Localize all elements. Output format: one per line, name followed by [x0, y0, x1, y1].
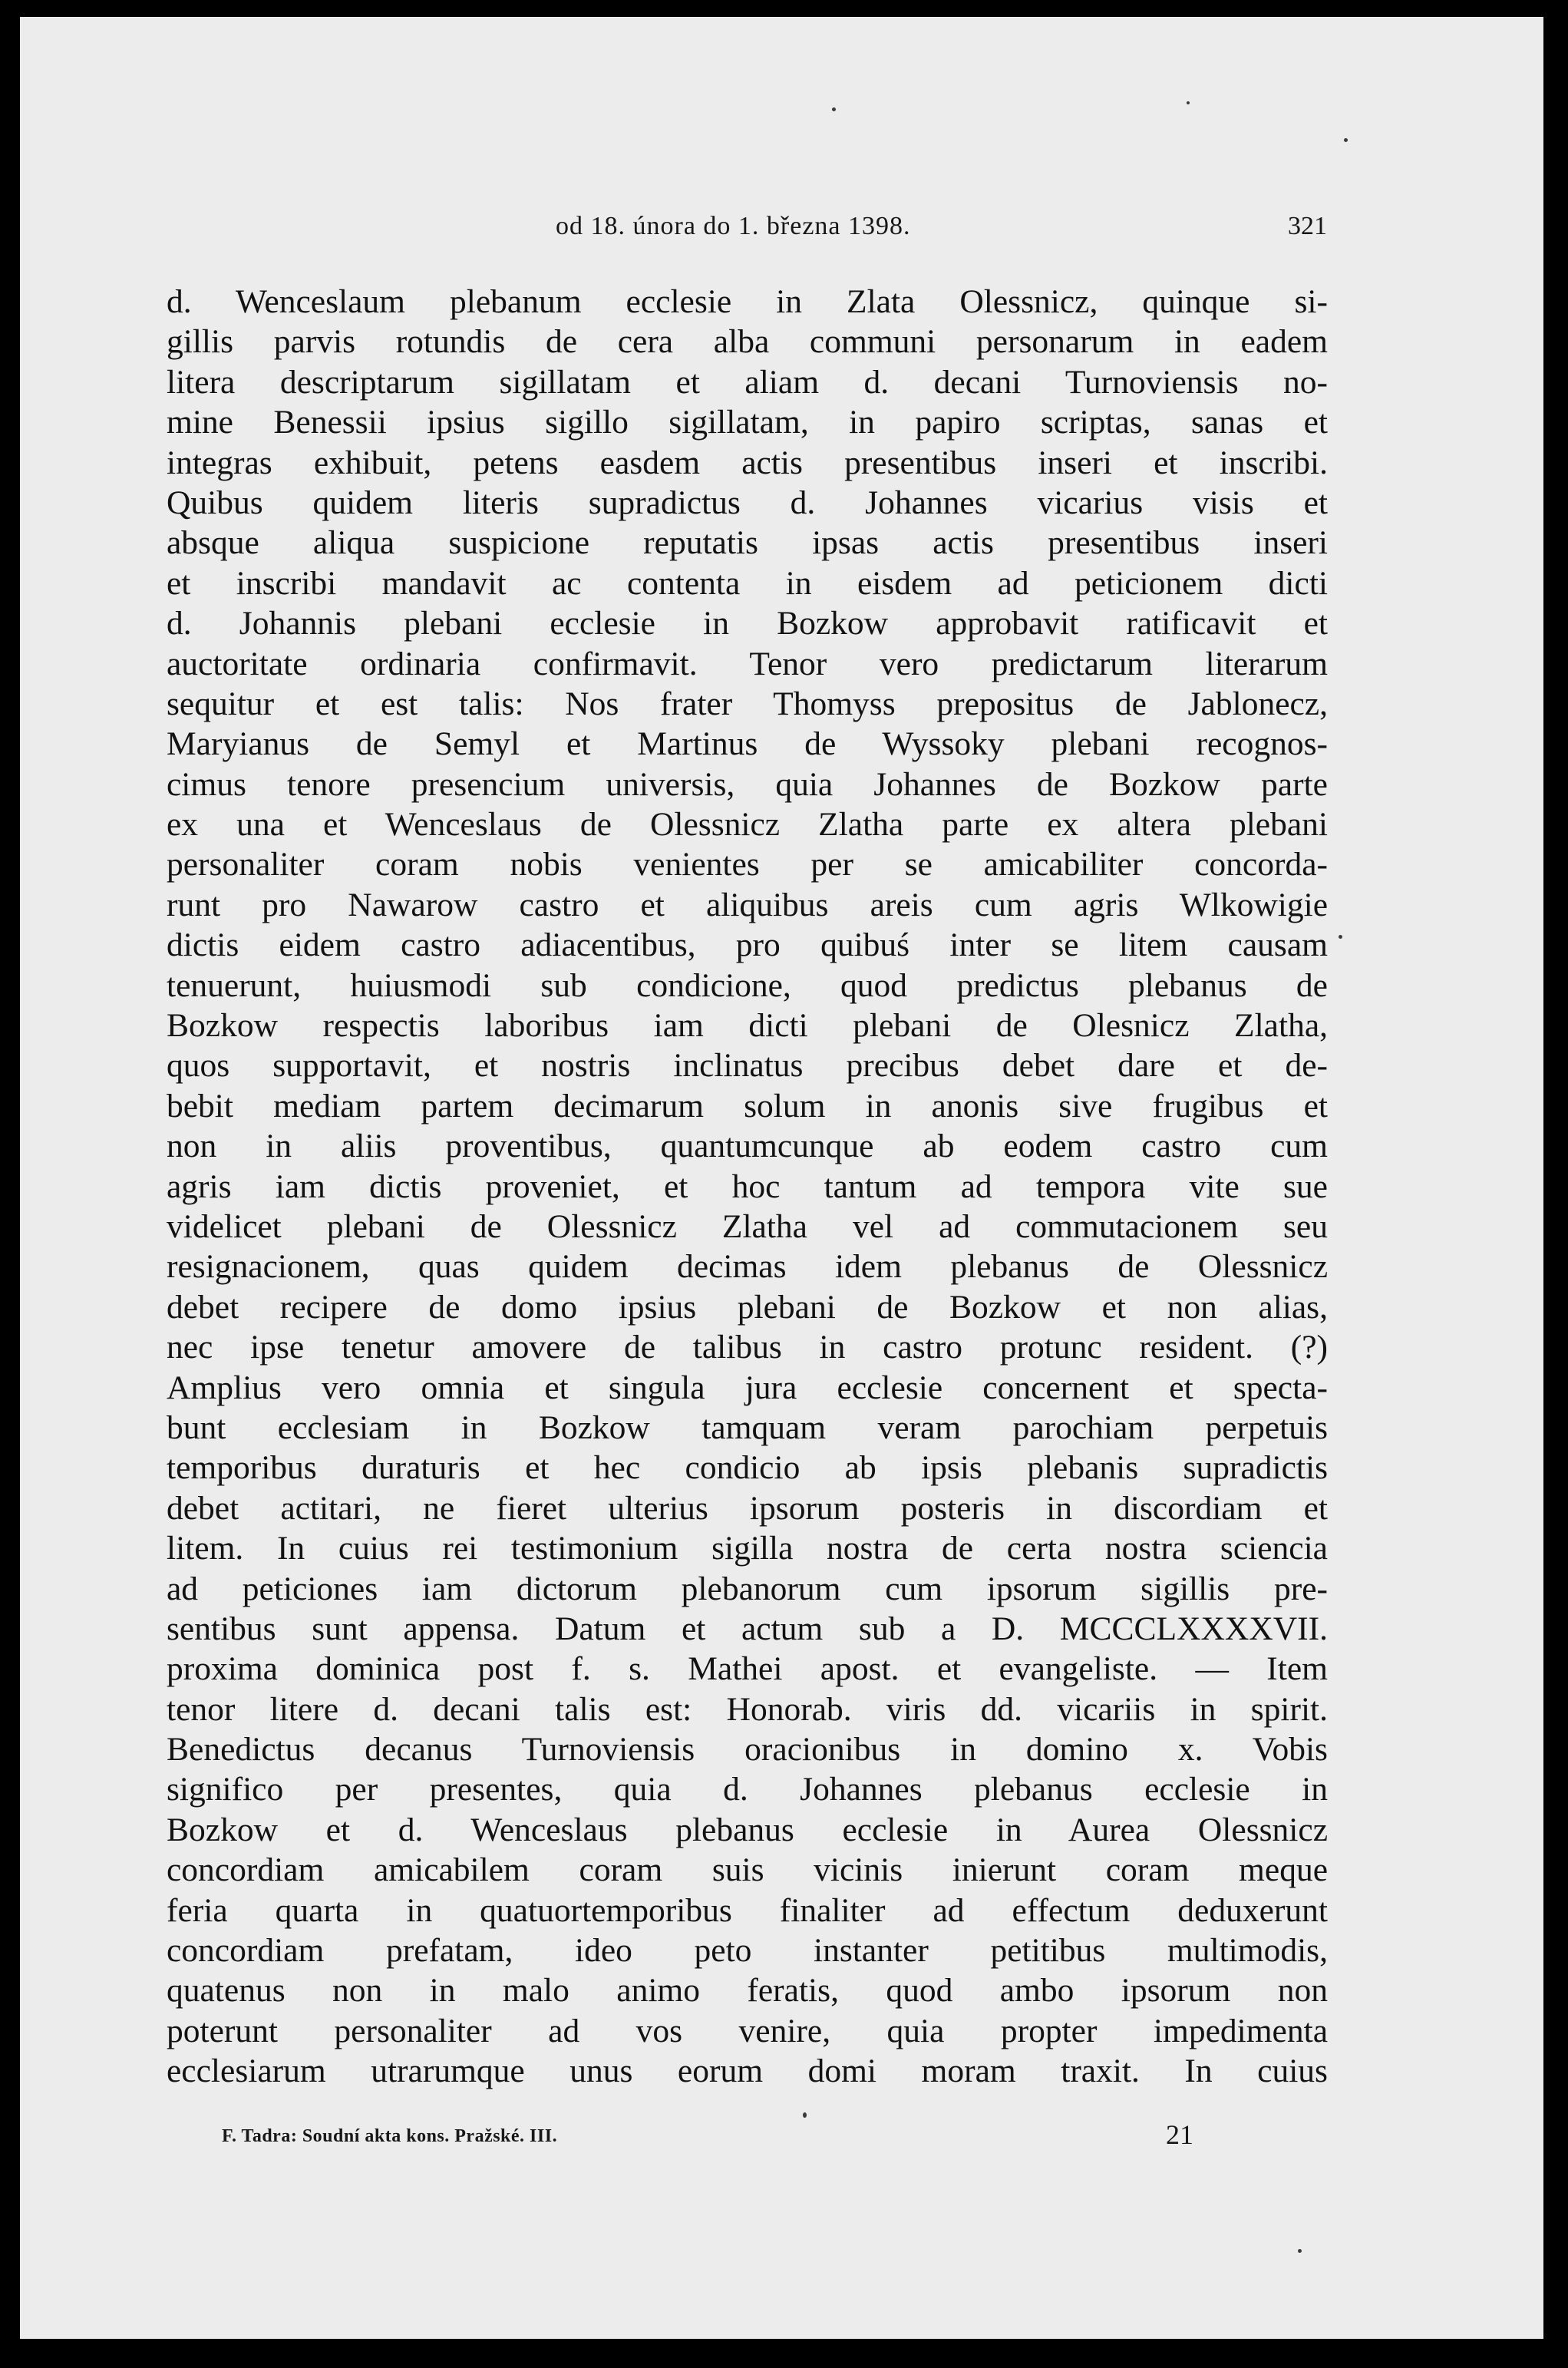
text-line: resignacionem, quas quidem decimas idem plebanus de Olessnicz: [167, 1248, 1328, 1286]
text-line: bunt ecclesiam in Bozkow tamquam veram parochiam perpetuis: [167, 1409, 1328, 1446]
text-line: concordiam prefatam, ideo peto instanter petitibus multimodis,: [167, 1932, 1328, 1970]
text-line: mine Benessii ipsius sigillo sigillatam, in papiro scriptas, sanas et: [167, 404, 1328, 441]
scan-speck: [1344, 138, 1348, 142]
text-line: et inscribi mandavit ac contenta in eisdem ad peticionem dicti: [167, 564, 1328, 602]
text-line: Maryianus de Semyl et Martinus de Wyssoky plebani recognos-: [167, 725, 1328, 763]
text-line: litem. In cuius rei testimonium sigilla nostra de certa nostra sciencia: [167, 1530, 1328, 1567]
text-line: temporibus duraturis et hec condicio ab ipsis plebanis supradictis: [167, 1449, 1328, 1487]
text-line: videlicet plebani de Olessnicz Zlatha vel ad commutacionem seu: [167, 1207, 1328, 1245]
footer-citation: F. Tadra: Soudní akta kons. Pražské. III.: [222, 2126, 558, 2146]
page-footer: [222, 2119, 1327, 2157]
text-line: d. Johannis plebani ecclesie in Bozkow approbavit ratificavit et: [167, 605, 1328, 642]
text-line: Benedictus decanus Turnoviensis oracionibus in domino x. Vobis: [167, 1731, 1328, 1769]
text-line: quatenus non in malo animo feratis, quod ambo ipsorum non: [167, 1972, 1328, 2010]
text-line: debet actitari, ne fieret ulterius ipsorum posteris in discordiam et: [167, 1489, 1328, 1527]
signature-mark: 21: [1166, 2119, 1193, 2150]
text-line: Bozkow et d. Wenceslaus plebanus ecclesie in Aurea Olessnicz: [167, 1811, 1328, 1848]
text-line: ecclesiarum utrarumque unus eorum domi moram traxit. In cuius: [167, 2053, 1328, 2090]
text-line: concordiam amicabilem coram suis vicinis inierunt coram meque: [167, 1851, 1328, 1889]
scan-speck: [1187, 101, 1190, 104]
text-line: sequitur et est talis: Nos frater Thomyss prepositus de Jablonecz,: [167, 685, 1328, 722]
text-line: quos supportavit, et nostris inclinatus precibus debet dare et de-: [167, 1047, 1328, 1085]
text-line: sentibus sunt appensa. Datum et actum sub a D. MCCCLXXXXVII.: [167, 1610, 1328, 1647]
text-line: nec ipse tenetur amovere de talibus in castro protunc resident. (?): [167, 1329, 1328, 1366]
text-line: auctoritate ordinaria confirmavit. Tenor vero predictarum literarum: [167, 645, 1328, 682]
text-line: ad peticiones iam dictorum plebanorum cum ipsorum sigillis pre-: [167, 1570, 1328, 1607]
text-line: integras exhibuit, petens easdem actis presentibus inseri et inscribi.: [167, 444, 1328, 481]
text-line: debet recipere de domo ipsius plebani de Bozkow et non alias,: [167, 1288, 1328, 1326]
page-number: 321: [1288, 212, 1327, 240]
document-page: [20, 17, 1543, 2339]
scan-speck: [1298, 2249, 1302, 2253]
text-line: Bozkow respectis laboribus iam dicti plebani de Olesnicz Zlatha,: [167, 1007, 1328, 1045]
text-line: Quibus quidem literis supradictus d. Johannes vicarius visis et: [167, 484, 1328, 521]
text-line: litera descriptarum sigillatam et aliam d. decani Turnoviensis no-: [167, 363, 1328, 401]
text-line: runt pro Nawarow castro et aliquibus areis cum agris Wlkowigie: [167, 886, 1328, 923]
text-line: tenuerunt, huiusmodi sub condicione, quod predictus plebanus de: [167, 966, 1328, 1004]
text-line: bebit mediam partem decimarum solum in anonis sive frugibus et: [167, 1087, 1328, 1125]
page-header: [168, 201, 1327, 247]
text-line: feria quarta in quatuortemporibus finaliter ad effectum deduxerunt: [167, 1891, 1328, 1929]
text-line: gillis parvis rotundis de cera alba communi personarum in eadem: [167, 323, 1328, 361]
text-line: proxima dominica post f. s. Mathei apost. et evangeliste. — Item: [167, 1650, 1328, 1688]
text-line: absque aliqua suspicione reputatis ipsas actis presentibus inseri: [167, 524, 1328, 562]
text-line: non in aliis proventibus, quantumcunque ab eodem castro cum: [167, 1128, 1328, 1165]
text-line: agris iam dictis proveniet, et hoc tantum ad tempora vite sue: [167, 1167, 1328, 1205]
scan-speck: [803, 2112, 807, 2118]
text-line: personaliter coram nobis venientes per se amicabiliter concorda-: [167, 846, 1328, 883]
text-line: cimus tenore presencium universis, quia Johannes de Bozkow parte: [167, 765, 1328, 803]
scan-speck: [832, 107, 836, 111]
running-title: od 18. února do 1. března 1398.: [556, 212, 911, 240]
body-text: [167, 282, 1328, 2092]
text-line: d. Wenceslaum plebanum ecclesie in Zlata Olessnicz, quinque si-: [167, 283, 1328, 320]
scan-speck: [1339, 935, 1342, 939]
text-line: tenor litere d. decani talis est: Honorab. viris dd. vicariis in spirit.: [167, 1690, 1328, 1728]
text-line: poterunt personaliter ad vos venire, quia propter impedimenta: [167, 2012, 1328, 2049]
text-line: significo per presentes, quia d. Johannes plebanus ecclesie in: [167, 1771, 1328, 1808]
text-line: dictis eidem castro adiacentibus, pro quibuś inter se litem causam: [167, 926, 1328, 964]
text-line: ex una et Wenceslaus de Olessnicz Zlatha parte ex altera plebani: [167, 806, 1328, 844]
text-line: Amplius vero omnia et singula jura ecclesie concernent et specta-: [167, 1369, 1328, 1406]
